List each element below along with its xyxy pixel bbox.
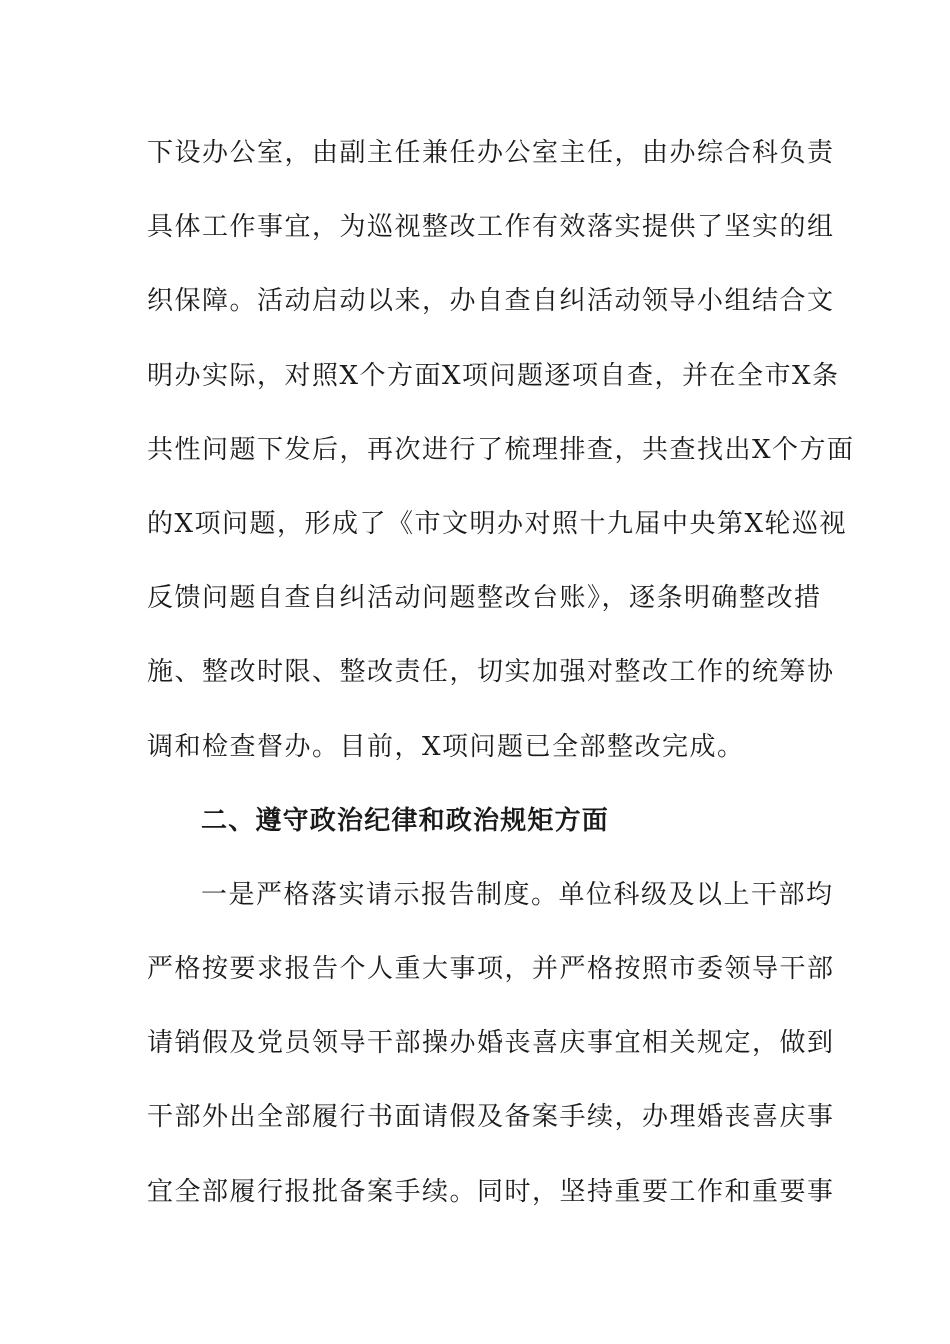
section-heading: 二、遵守政治纪律和政治规矩方面 xyxy=(201,805,610,836)
paragraph-line: 反馈问题自查自纠活动问题整改台账》，逐条明确整改措 xyxy=(147,583,822,614)
paragraph-line: 明办实际，对照X个方面X项问题逐项自查，并在全市X条 xyxy=(147,360,840,391)
paragraph-line: 织保障。活动启动以来，办自查自纠活动领导小组结合文 xyxy=(147,286,835,317)
paragraph-line: 下设办公室，由副主任兼任办公室主任，由办综合科负责 xyxy=(147,138,835,168)
paragraph-line: 调和检查督办。目前，X项问题已全部整改完成。 xyxy=(147,731,745,762)
paragraph-line: 共性问题下发后，再次进行了梳理排查，共查找出X个方面 xyxy=(147,434,855,465)
paragraph-line: 具体工作事宜，为巡视整改工作有效落实提供了坚实的组 xyxy=(147,212,835,243)
paragraph-line: 干部外出全部履行书面请假及备案手续，办理婚丧喜庆事 xyxy=(147,1102,835,1133)
paragraph-line: 施、整改时限、整改责任，切实加强对整改工作的统筹协 xyxy=(147,657,835,688)
paragraph-line: 宜全部履行报批备案手续。同时，坚持重要工作和重要事 xyxy=(147,1176,835,1207)
paragraph-line: 的X项问题，形成了《市文明办对照十九届中央第X轮巡视 xyxy=(147,508,848,539)
paragraph-line: 一是严格落实请示报告制度。单位科级及以上干部均 xyxy=(201,879,834,910)
document-body xyxy=(147,128,855,1241)
paragraph-line: 严格按要求报告个人重大事项，并严格按照市委领导干部 xyxy=(147,954,835,985)
paragraph-line: 请销假及党员领导干部操办婚丧喜庆事宜相关规定，做到 xyxy=(147,1028,835,1059)
